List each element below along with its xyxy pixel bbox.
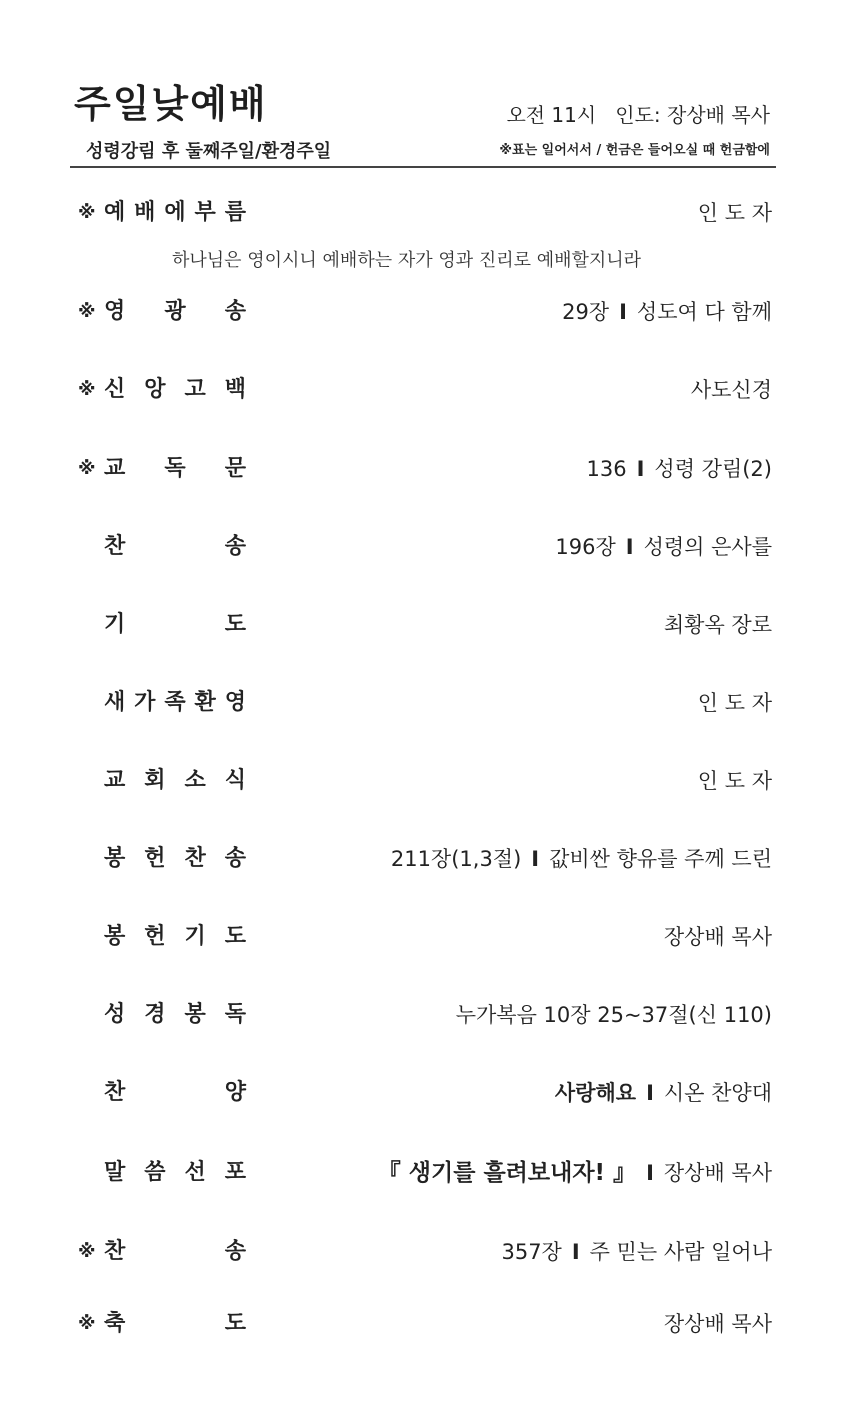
item-label: 축 도 bbox=[104, 1311, 246, 1336]
service-time: 오전 11시 bbox=[506, 103, 597, 127]
stand-mark: ※ bbox=[78, 1313, 96, 1334]
order-item-creed bbox=[70, 370, 772, 410]
order-item-offering-hymn bbox=[70, 839, 772, 879]
item-value: 196장 I 성령의 은사를 bbox=[555, 535, 772, 559]
item-label: 봉 헌 기 도 bbox=[104, 924, 246, 949]
item-value: 357장 I 주 믿는 사람 일어나 bbox=[501, 1240, 772, 1264]
item-value: 장상배 목사 bbox=[663, 925, 772, 949]
stand-mark: ※ bbox=[78, 379, 96, 400]
item-value: 『 생기를 흘려보내자! 』 I 장상배 목사 bbox=[377, 1160, 772, 1186]
service-leader: 인도: 장상배 목사 bbox=[615, 103, 770, 127]
order-item-call-to-worship bbox=[70, 193, 772, 233]
item-value: 29장 I 성도여 다 함께 bbox=[562, 300, 772, 324]
item-value: 사랑해요 I 시온 찬양대 bbox=[554, 1081, 772, 1105]
order-item-hymn bbox=[70, 527, 772, 567]
stand-mark: ※ bbox=[78, 202, 96, 223]
item-label: 말 씀 선 포 bbox=[104, 1160, 246, 1185]
item-label: 찬 송 bbox=[104, 534, 246, 559]
standing-note: ※표는 일어서서 / 헌금은 들어오실 때 헌금함에 bbox=[499, 143, 770, 158]
order-item-benediction bbox=[70, 1304, 772, 1344]
order-item-sermon bbox=[70, 1153, 772, 1193]
order-item-prayer bbox=[70, 605, 772, 645]
item-label: 성 경 봉 독 bbox=[104, 1002, 246, 1027]
item-label: 찬 양 bbox=[104, 1080, 246, 1105]
order-item-closing-hymn bbox=[70, 1232, 772, 1272]
item-label: 기 도 bbox=[104, 612, 246, 637]
service-time-leader bbox=[506, 101, 770, 129]
order-item-offering-prayer bbox=[70, 917, 772, 957]
item-label: 교 회 소 식 bbox=[104, 768, 246, 793]
header-divider bbox=[70, 166, 776, 168]
item-label: 신 앙 고 백 bbox=[104, 377, 246, 402]
item-label: 봉 헌 찬 송 bbox=[104, 846, 246, 871]
order-item-gloria bbox=[70, 292, 772, 332]
stand-mark: ※ bbox=[78, 458, 96, 479]
item-label: 찬 송 bbox=[104, 1239, 246, 1264]
item-value: 136 I 성령 강림(2) bbox=[586, 457, 772, 481]
item-label: 새 가 족 환 영 bbox=[104, 690, 246, 715]
item-value: 사도신경 bbox=[690, 378, 772, 402]
item-value: 인 도 자 bbox=[697, 201, 772, 225]
item-value: 211장(1,3절) I 값비싼 향유를 주께 드린 bbox=[390, 847, 772, 871]
item-label: 영 광 송 bbox=[104, 299, 246, 324]
service-subtitle: 성령강림 후 둘째주일/환경주일 bbox=[86, 141, 332, 162]
item-value: 인 도 자 bbox=[697, 691, 772, 715]
service-title: 주일낮예배 bbox=[74, 82, 268, 126]
stand-mark: ※ bbox=[78, 301, 96, 322]
item-label: 교 독 문 bbox=[104, 456, 246, 481]
order-item-announcements bbox=[70, 761, 772, 801]
item-value: 누가복음 10장 25~37절(신 110) bbox=[455, 1003, 772, 1027]
call-to-worship-text: 하나님은 영이시니 예배하는 자가 영과 진리로 예배할지니라 bbox=[172, 250, 642, 271]
order-item-responsive-reading bbox=[70, 449, 772, 489]
item-label: 예 배 에 부 름 bbox=[104, 200, 246, 225]
item-value: 장상배 목사 bbox=[663, 1312, 772, 1336]
stand-mark: ※ bbox=[78, 1241, 96, 1262]
item-value: 인 도 자 bbox=[697, 769, 772, 793]
order-item-scripture bbox=[70, 995, 772, 1035]
order-item-anthem bbox=[70, 1073, 772, 1113]
order-item-welcome bbox=[70, 683, 772, 723]
sermon-title: 『 생기를 흘려보내자! 』 bbox=[377, 1160, 637, 1186]
item-value: 최황옥 장로 bbox=[663, 613, 772, 637]
